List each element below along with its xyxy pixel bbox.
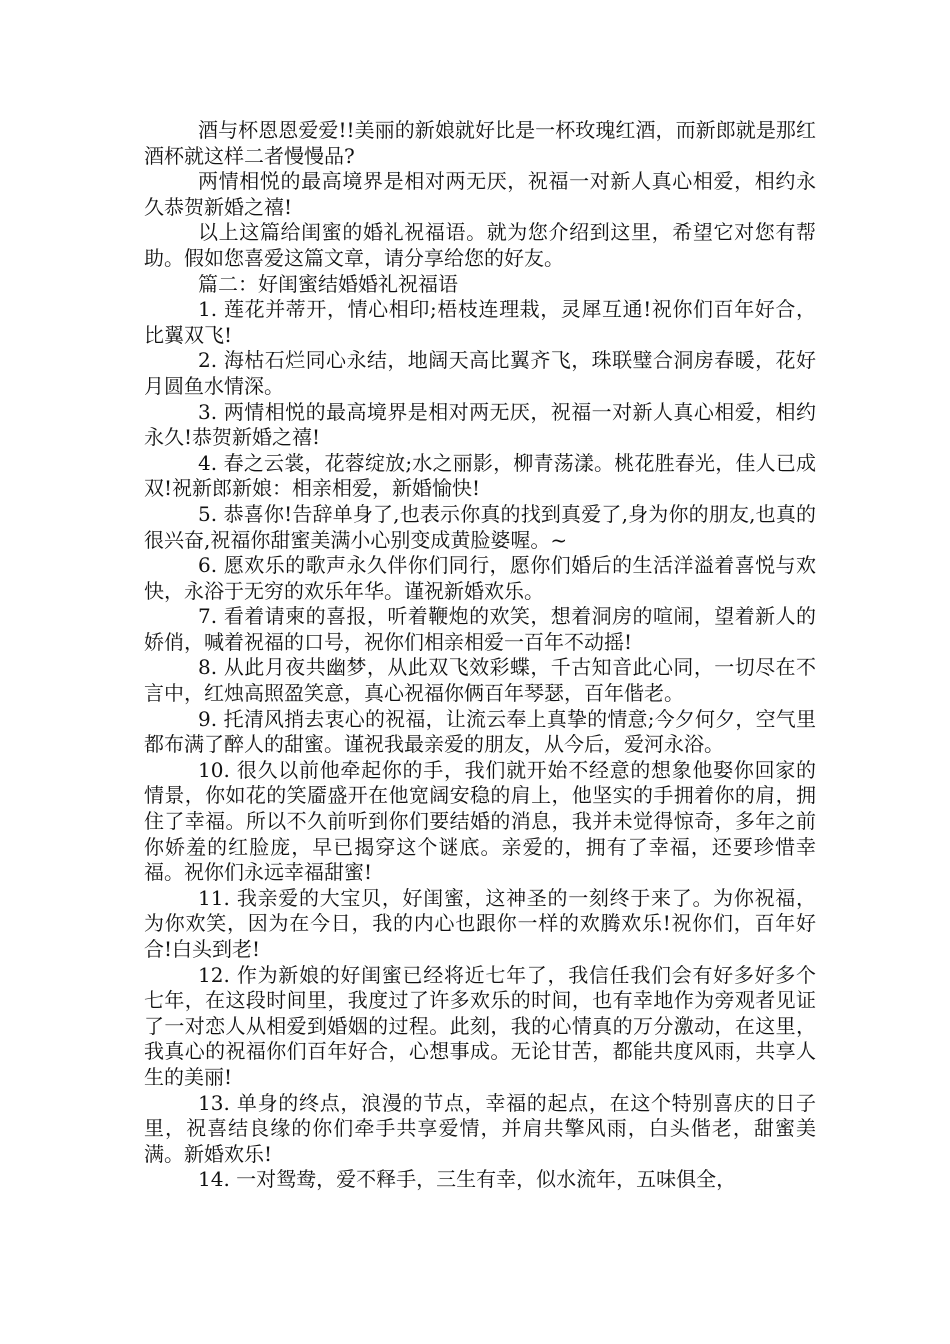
list-item-13: 13. 单身的终点，浪漫的节点，幸福的起点，在这个特别喜庆的日子里，祝喜结良缘的你们牵手共享爱情，并肩共擎风雨，白头偕老，甜蜜美满。新婚欢乐! [144,1090,816,1166]
list-item-2: 2. 海枯石烂同心永结，地阔天高比翼齐飞，珠联璧合洞房春暖，花好月圆鱼水情深。 [144,348,816,398]
list-item-3: 3. 两情相悦的最高境界是相对两无厌，祝福一对新人真心相爱，相约永久!恭贺新婚之禧! [144,399,816,450]
list-item-11: 11. 我亲爱的大宝贝，好闺蜜，这神圣的一刻终于来了。为你祝福，为你欢笑，因为在今日，我的内心也跟你一样的欢腾欢乐!祝你们，百年好合!白头到老! [144,885,816,961]
list-item-5: 5. 恭喜你!告辞单身了,也表示你真的找到真爱了,身为你的朋友,也真的很兴奋,祝福你甜蜜美满小心别变成黄脸婆喔。~ [144,501,816,552]
list-item-4: 4. 春之云裳，花蓉绽放;水之丽影，柳青荡漾。桃花胜春光，佳人已成双!祝新郎新娘：相亲相爱，新婚愉快! [144,450,816,501]
list-item-7: 7. 看着请柬的喜报，听着鞭炮的欢笑，想着洞房的喧闹，望着新人的娇俏，喊着祝福的口号，祝你们相亲相爱一百年不动摇! [144,604,816,654]
section-heading: 篇二：好闺蜜结婚婚礼祝福语 [198,271,458,296]
paragraph-intro-2: 两情相悦的最高境界是相对两无厌，祝福一对新人真心相爱，相约永久恭贺新婚之禧! [144,169,816,219]
list-item-8: 8. 从此月夜共幽梦，从此双飞效彩蝶，千古知音此心同，一切尽在不言中，红烛高照盈笑意，真心祝福你俩百年琴瑟，百年偕老。 [144,655,816,706]
paragraph-intro-1: 酒与杯恩恩爱爱!!美丽的新娘就好比是一杯玫瑰红酒，而新郎就是那红酒杯就这样二者慢慢品? [144,118,816,168]
document-page [144,118,816,1193]
list-item-12: 12. 作为新娘的好闺蜜已经将近七年了，我信任我们会有好多好多个七年，在这段时间里，我度过了许多欢乐的时间，也有幸地作为旁观者见证了一对恋人从相爱到婚姻的过程。此刻，我的心情真的万分激动，在这里，我真心的祝福你们百年好合，心想事成。无论甘苦，都能共度风雨，共享人生的美丽! [144,962,816,1089]
list-item-14: 14. 一对鸳鸯，爱不释手，三生有幸，似水流年，五味俱全， [198,1167,737,1192]
paragraph-intro-3: 以上这篇给闺蜜的婚礼祝福语。就为您介绍到这里，希望它对您有帮助。假如您喜爱这篇文章，请分享给您的好友。 [144,220,816,270]
list-item-6: 6. 愿欢乐的歌声永久伴你们同行，愿你们婚后的生活洋溢着喜悦与欢快，永浴于无穷的欢乐年华。谨祝新婚欢乐。 [144,553,816,603]
list-item-1: 1. 莲花并蒂开，情心相印;梧枝连理栽，灵犀互通!祝你们百年好合，比翼双飞! [144,297,816,347]
list-item-9: 9. 托清风捎去衷心的祝福，让流云奉上真挚的情意;今夕何夕，空气里都布满了醉人的甜蜜。谨祝我最亲爱的朋友，从今后，爱河永浴。 [144,706,816,757]
list-item-10: 10. 很久以前他牵起你的手，我们就开始不经意的想象他娶你回家的情景，你如花的笑靥盛开在他宽阔安稳的肩上，他坚实的手拥着你的肩，拥住了幸福。所以不久前听到你们要结婚的消息，我并未觉得惊奇，多年之前你娇羞的红脸庞，早已揭穿这个谜底。亲爱的，拥有了幸福，还要珍惜幸福。祝你们永远幸福甜蜜! [144,757,816,885]
